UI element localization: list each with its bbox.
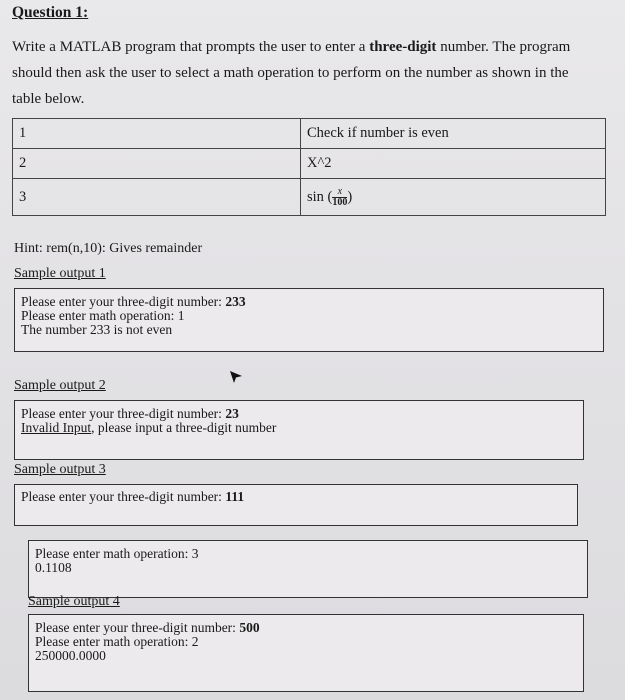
output-line: Please enter your three-digit number: 111	[21, 489, 245, 504]
sample-1-output	[14, 288, 604, 352]
cursor-arrow-icon	[228, 370, 244, 384]
sample-1-label: Sample output 1	[14, 266, 106, 281]
question-heading: Question 1:	[12, 4, 89, 21]
hint-text: Hint: rem(n,10): Gives remainder	[14, 241, 203, 256]
sample-4-label: Sample output 4	[28, 594, 120, 609]
output-line: The number 233 is not even	[21, 322, 173, 337]
output-line: Invalid Input, please input a three-digit number	[21, 420, 277, 435]
question-line-2: should then ask the user to select a math operation to perform on the number as shown in the	[12, 65, 569, 81]
output-line: 250000.0000	[35, 648, 106, 663]
sample-2-output	[14, 400, 584, 460]
operation-description: sin ( $\frac{x}{100}$ )	[301, 179, 606, 216]
output-line: Please enter math operation: 3	[35, 546, 199, 561]
operation-number: 3	[13, 179, 301, 216]
operation-description: Check if number is even	[301, 119, 606, 149]
output-line: Please enter your three-digit number: 233	[21, 294, 246, 309]
question-text	[12, 34, 612, 112]
sample-4-output	[28, 614, 584, 692]
output-line: Please enter math operation: 1	[21, 308, 185, 323]
fraction: $\frac{x}{100}$	[332, 185, 348, 208]
table-row	[13, 119, 606, 149]
output-line: Please enter your three-digit number: 500	[35, 620, 260, 635]
question-line-1: Write a MATLAB program that prompts the user to enter a three-digit number. The program	[12, 39, 571, 55]
sample-3-output-continued	[28, 540, 588, 598]
operation-number: 2	[13, 149, 301, 179]
question-line-3: table below.	[12, 91, 85, 107]
operations-table	[12, 118, 606, 216]
operation-description: X^2	[301, 149, 606, 179]
output-line: Please enter your three-digit number: 23	[21, 406, 239, 421]
table-row	[13, 149, 606, 179]
sample-2-label: Sample output 2	[14, 378, 106, 393]
output-line: Please enter math operation: 2	[35, 634, 199, 649]
output-line: 0.1108	[35, 560, 72, 575]
sample-3-label: Sample output 3	[14, 462, 106, 477]
sample-3-output	[14, 484, 578, 526]
operation-number: 1	[13, 119, 301, 149]
table-row	[13, 179, 606, 216]
